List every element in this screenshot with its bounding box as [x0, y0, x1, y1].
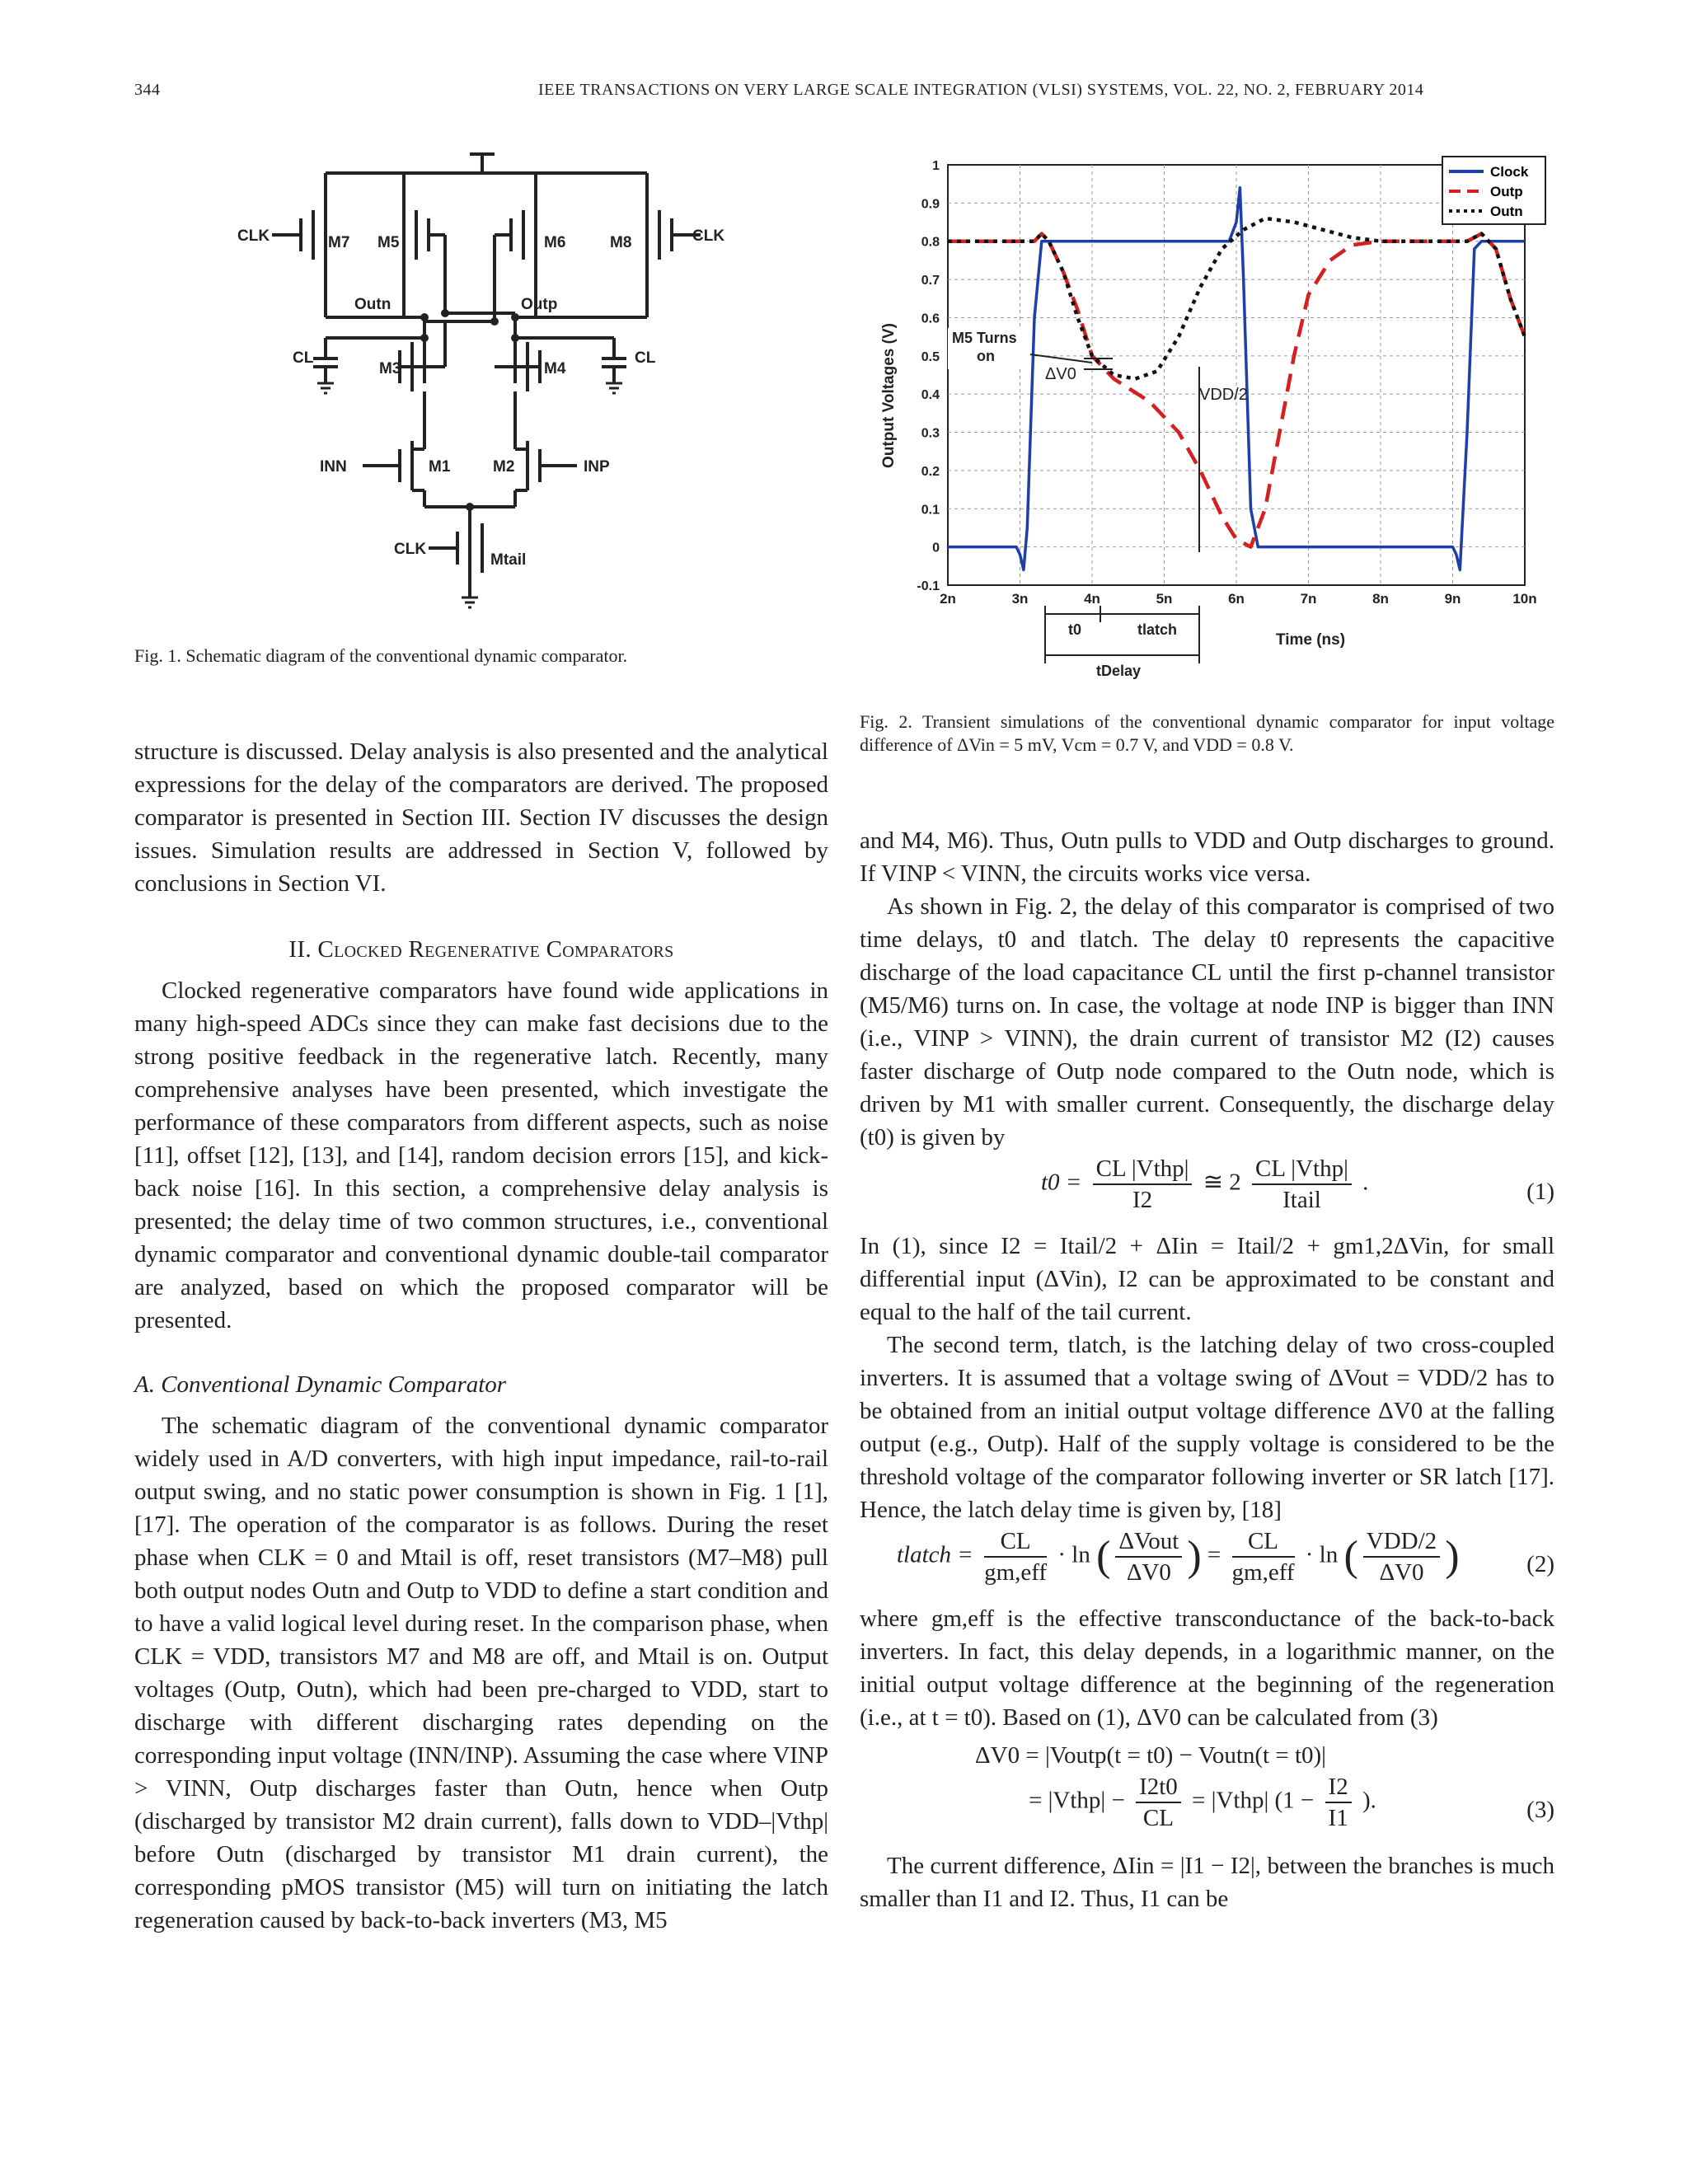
fig1-label-clk-tail: CLK	[394, 541, 427, 558]
chart-xtick-label: 4n	[1084, 591, 1100, 607]
eq2-ln1: · ln	[1057, 1541, 1090, 1568]
fig1-label-clk-right: CLK	[692, 227, 725, 245]
chart-xtick-label: 5n	[1156, 591, 1173, 607]
eq1-num2: CL |Vthp|	[1252, 1154, 1352, 1185]
equation-3	[860, 1734, 1554, 1849]
annot-tlatch: tlatch	[1137, 621, 1178, 638]
chart-xtick-label: 3n	[1011, 591, 1029, 607]
fig1-label-inp: INP	[584, 458, 610, 476]
running-header: IEEE TRANSACTIONS ON VERY LARGE SCALE INTEGRATION (VLSI) SYSTEMS, VOL. 22, NO. 2, FEBRUARY 2014	[538, 81, 1424, 99]
eq2-den4: ΔV0	[1379, 1559, 1424, 1586]
legend-outp: Outp	[1490, 184, 1523, 199]
eq2-num2: ΔVout	[1115, 1526, 1182, 1558]
right-paragraph-5: where gm,eff is the effective transconductance of the back-to-back inverters. In fact, this delay depends, in a logarithmic manner, on the initial output voltage difference at the beginning of the regeneration (i.e., at t = t0). Based on (1), ΔV0 can be calculated from (3)	[860, 1605, 1554, 1731]
chart-ytick-label: 0.5	[921, 349, 940, 364]
chart-legend	[1442, 157, 1545, 224]
intro-paragraph: structure is discussed. Delay analysis is also presented and the analytical expressions for the delay of the comparators are derived. The proposed comparator is presented in Section III. Section IV discusses the design issues. Simulation results are addressed in Section V, followed by conclusions in Section VI.	[134, 738, 828, 897]
fig1-label-m2: M2	[493, 458, 515, 476]
eq2-num1: CL	[984, 1526, 1047, 1558]
chart-ytick-label: 0.2	[921, 464, 940, 479]
eq3-den1: CL	[1142, 1805, 1174, 1831]
fig1-label-m7: M7	[328, 234, 350, 251]
chart-ytick-label: 0.8	[921, 235, 940, 250]
eq2-number: (2)	[1526, 1551, 1554, 1577]
eq1-end: .	[1362, 1169, 1369, 1196]
right-paragraph-6: The current difference, ΔIin = |I1 − I2|, between the branches is much smaller than I1 and I2. Thus, I1 can be	[860, 1853, 1554, 1912]
eq2-lhs: tlatch =	[897, 1541, 973, 1568]
annot-t0: t0	[1068, 621, 1082, 638]
eq1-den2: Itail	[1282, 1187, 1321, 1213]
fig1-label-m8: M8	[610, 234, 632, 251]
page-number: 344	[134, 81, 161, 99]
annot-m5-turns: M5 Turns	[952, 330, 1017, 346]
chart-ytick-label: 0.4	[921, 388, 940, 403]
fig1-label-clk-left: CLK	[237, 227, 270, 245]
right-paragraph-4: The second term, tlatch, is the latching delay of two cross-coupled inverters. It is assumed that a voltage swing of ΔVout = VDD/2 has to be obtained from an initial output voltage difference ΔV0 at the falling output (e.g., Outp). Half of the supply voltage is considered to be the threshold voltage of the comparator following inverter or SR latch [17]. Hence, the latch delay time is given by, [18]	[860, 1332, 1554, 1523]
chart-ytick-label: -0.1	[917, 579, 940, 593]
eq3-num2: I2	[1325, 1772, 1352, 1803]
eq1-lhs: t0 =	[1041, 1169, 1082, 1196]
eq2-den2: ΔV0	[1126, 1559, 1171, 1586]
chart-ytick-label: 0	[932, 541, 940, 555]
chart-xlabel: Time (ns)	[1275, 631, 1346, 649]
fig1-schematic	[223, 144, 734, 622]
fig1-label-m4: M4	[544, 360, 566, 377]
eq2-den3: gm,eff	[1231, 1559, 1295, 1586]
annot-dv0: ΔV0	[1045, 365, 1076, 383]
right-paragraph-1: and M4, M6). Thus, Outn pulls to VDD and Outp discharges to ground. If VINP < VINN, the circuits works vice versa.	[860, 827, 1554, 887]
chart-xtick-label: 9n	[1444, 591, 1461, 607]
chart-xtick-label: 10n	[1512, 591, 1537, 607]
chart-ytick-label: 0.1	[921, 503, 940, 518]
equation-1	[860, 1154, 1554, 1230]
fig1-label-m5: M5	[377, 234, 400, 251]
fig1-caption: Fig. 1. Schematic diagram of the conventional dynamic comparator.	[134, 645, 628, 666]
eq2-den1: gm,eff	[984, 1559, 1048, 1586]
chart-xtick-label: 8n	[1372, 591, 1389, 607]
chart-ytick-label: 0.3	[921, 426, 940, 441]
fig1-label-cl-left: CL	[293, 349, 314, 367]
chart-ytick-label: 0.7	[921, 274, 940, 288]
fig2-caption: Fig. 2. Transient simulations of the conventional dynamic comparator for input voltage difference of ΔVin = 5 mV, Vcm = 0.7 V, and VDD = 0.8 V.	[860, 711, 1554, 755]
eq3-number: (3)	[1526, 1797, 1554, 1823]
eq3-line1: ΔV0 = |Voutp(t = t0) − Voutn(t = t0)|	[975, 1742, 1326, 1769]
subsection-paragraph: The schematic diagram of the conventional dynamic comparator widely used in A/D converters, with high input impedance, rail-to-rail output swing, and no static power consumption is shown in Fig. 1 [1], [17]. The operation of the comparator is as follows. During the reset phase when CLK = 0 and Mtail is off, reset transistors (M7–M8) pull both output nodes Outn and Outp to VDD to define a start condition and to have a valid logical level during reset. In the comparison phase, when CLK = VDD, transistors M7 and M8 are off, and Mtail is on. Output voltages (Outp, Outn), which had been pre-charged to VDD, start to discharge with different discharging rates depending on the corresponding input voltage (INN/INP). Assuming the case where VINP > VINN, Outp discharges faster than Outn, hence when Outp (discharged by transistor M2 drain current), falls down to VDD–|Vthp| before Outn (discharged by transistor M1 drain current), the corresponding pMOS transistor (M5) will turn on initiating the latch regeneration caused by back-to-back inverters (M3, M5	[134, 1413, 828, 1933]
chart-xtick-label: 2n	[940, 591, 956, 607]
fig2-chart	[874, 148, 1550, 692]
annot-vdd2: VDD/2	[1199, 386, 1248, 404]
chart-xtick-label: 6n	[1228, 591, 1245, 607]
annot-on: on	[977, 348, 995, 364]
eq2-ln2: · ln	[1305, 1541, 1339, 1568]
eq2-num3: CL	[1232, 1526, 1295, 1558]
fig1-label-inn: INN	[320, 458, 347, 476]
eq3-line2b: = |Vthp| (1 −	[1192, 1787, 1315, 1814]
chart-ylabel: Output Voltages (V)	[880, 323, 898, 468]
fig1-label-outp: Outp	[521, 296, 558, 313]
chart-ytick-label: 0.9	[921, 197, 940, 212]
legend-clock: Clock	[1490, 164, 1529, 180]
fig1-label-m3: M3	[379, 360, 401, 377]
right-paragraph-3: In (1), since I2 = Itail/2 + ΔIin = Itail/2 + gm1,2ΔVin, for small differential input (ΔVin), I2 can be approximated to be constant and equal to the half of the tail current.	[860, 1233, 1554, 1325]
fig1-label-mtail: Mtail	[490, 551, 527, 569]
eq3-line2c: ).	[1362, 1787, 1376, 1814]
annot-tdelay: tDelay	[1096, 663, 1142, 679]
eq2-num4: VDD/2	[1363, 1526, 1440, 1558]
eq3-line2a: = |Vthp| −	[1029, 1787, 1125, 1814]
equation-2: tlatch = CL gm,eff · ln ( ΔVout ΔV0 ) = CL gm,eff · ln ( VDD/2 ΔV0 ) (2)	[897, 1528, 1554, 1586]
right-paragraph-2: As shown in Fig. 2, the delay of this comparator is comprised of two time delays, t0 and tlatch. The delay t0 represents the capacitive discharge of the load capacitance CL until the first p-channel transistor (M5/M6) turns on. In case, the voltage at node INP is bigger than INN (i.e., VINP > VINN), the drain current of transistor M2 (I2) causes faster discharge of Outp node compared to the Outn node, which is driven by M1 with smaller current. Consequently, the discharge delay (t0) is given by	[860, 893, 1554, 1151]
eq1-approx: ≅ 2	[1203, 1169, 1241, 1196]
eq1-den1: I2	[1132, 1187, 1153, 1213]
fig1-label-cl-right: CL	[635, 349, 656, 367]
legend-outn: Outn	[1490, 204, 1523, 219]
eq3-num1: I2t0	[1136, 1772, 1181, 1803]
eq1-num1: CL |Vthp|	[1093, 1154, 1193, 1185]
chart-ytick-label: 1	[932, 159, 940, 173]
section-paragraph: Clocked regenerative comparators have found wide applications in many high-speed ADCs since they can make fast decisions due to the strong positive feedback in the regenerative latch. Recently, many comprehensive analyses have been presented, which investigate the performance of these comparators from different aspects, such as noise [11], offset [12], [13], and [14], random decision errors [15], and kick-back noise [16]. In this section, a comprehensive delay analysis is presented; the delay time of two common structures, i.e., conventional dynamic comparator and conventional dynamic double-tail comparator are analyzed, based on which the proposed comparator will be presented.	[134, 977, 828, 1333]
chart-ytick-label: 0.6	[921, 312, 940, 326]
eq2-eq: =	[1207, 1541, 1221, 1568]
subsection-title: A. Conventional Dynamic Comparator	[134, 1371, 507, 1398]
chart-xtick-label: 7n	[1300, 591, 1317, 607]
eq3-den2: I1	[1328, 1805, 1348, 1831]
fig1-label-m6: M6	[544, 234, 566, 251]
section-title: II. Clocked Regenerative Comparators	[288, 936, 674, 963]
fig1-label-outn: Outn	[354, 296, 392, 313]
fig1-label-m1: M1	[429, 458, 451, 476]
eq1-number: (1)	[1526, 1179, 1554, 1205]
